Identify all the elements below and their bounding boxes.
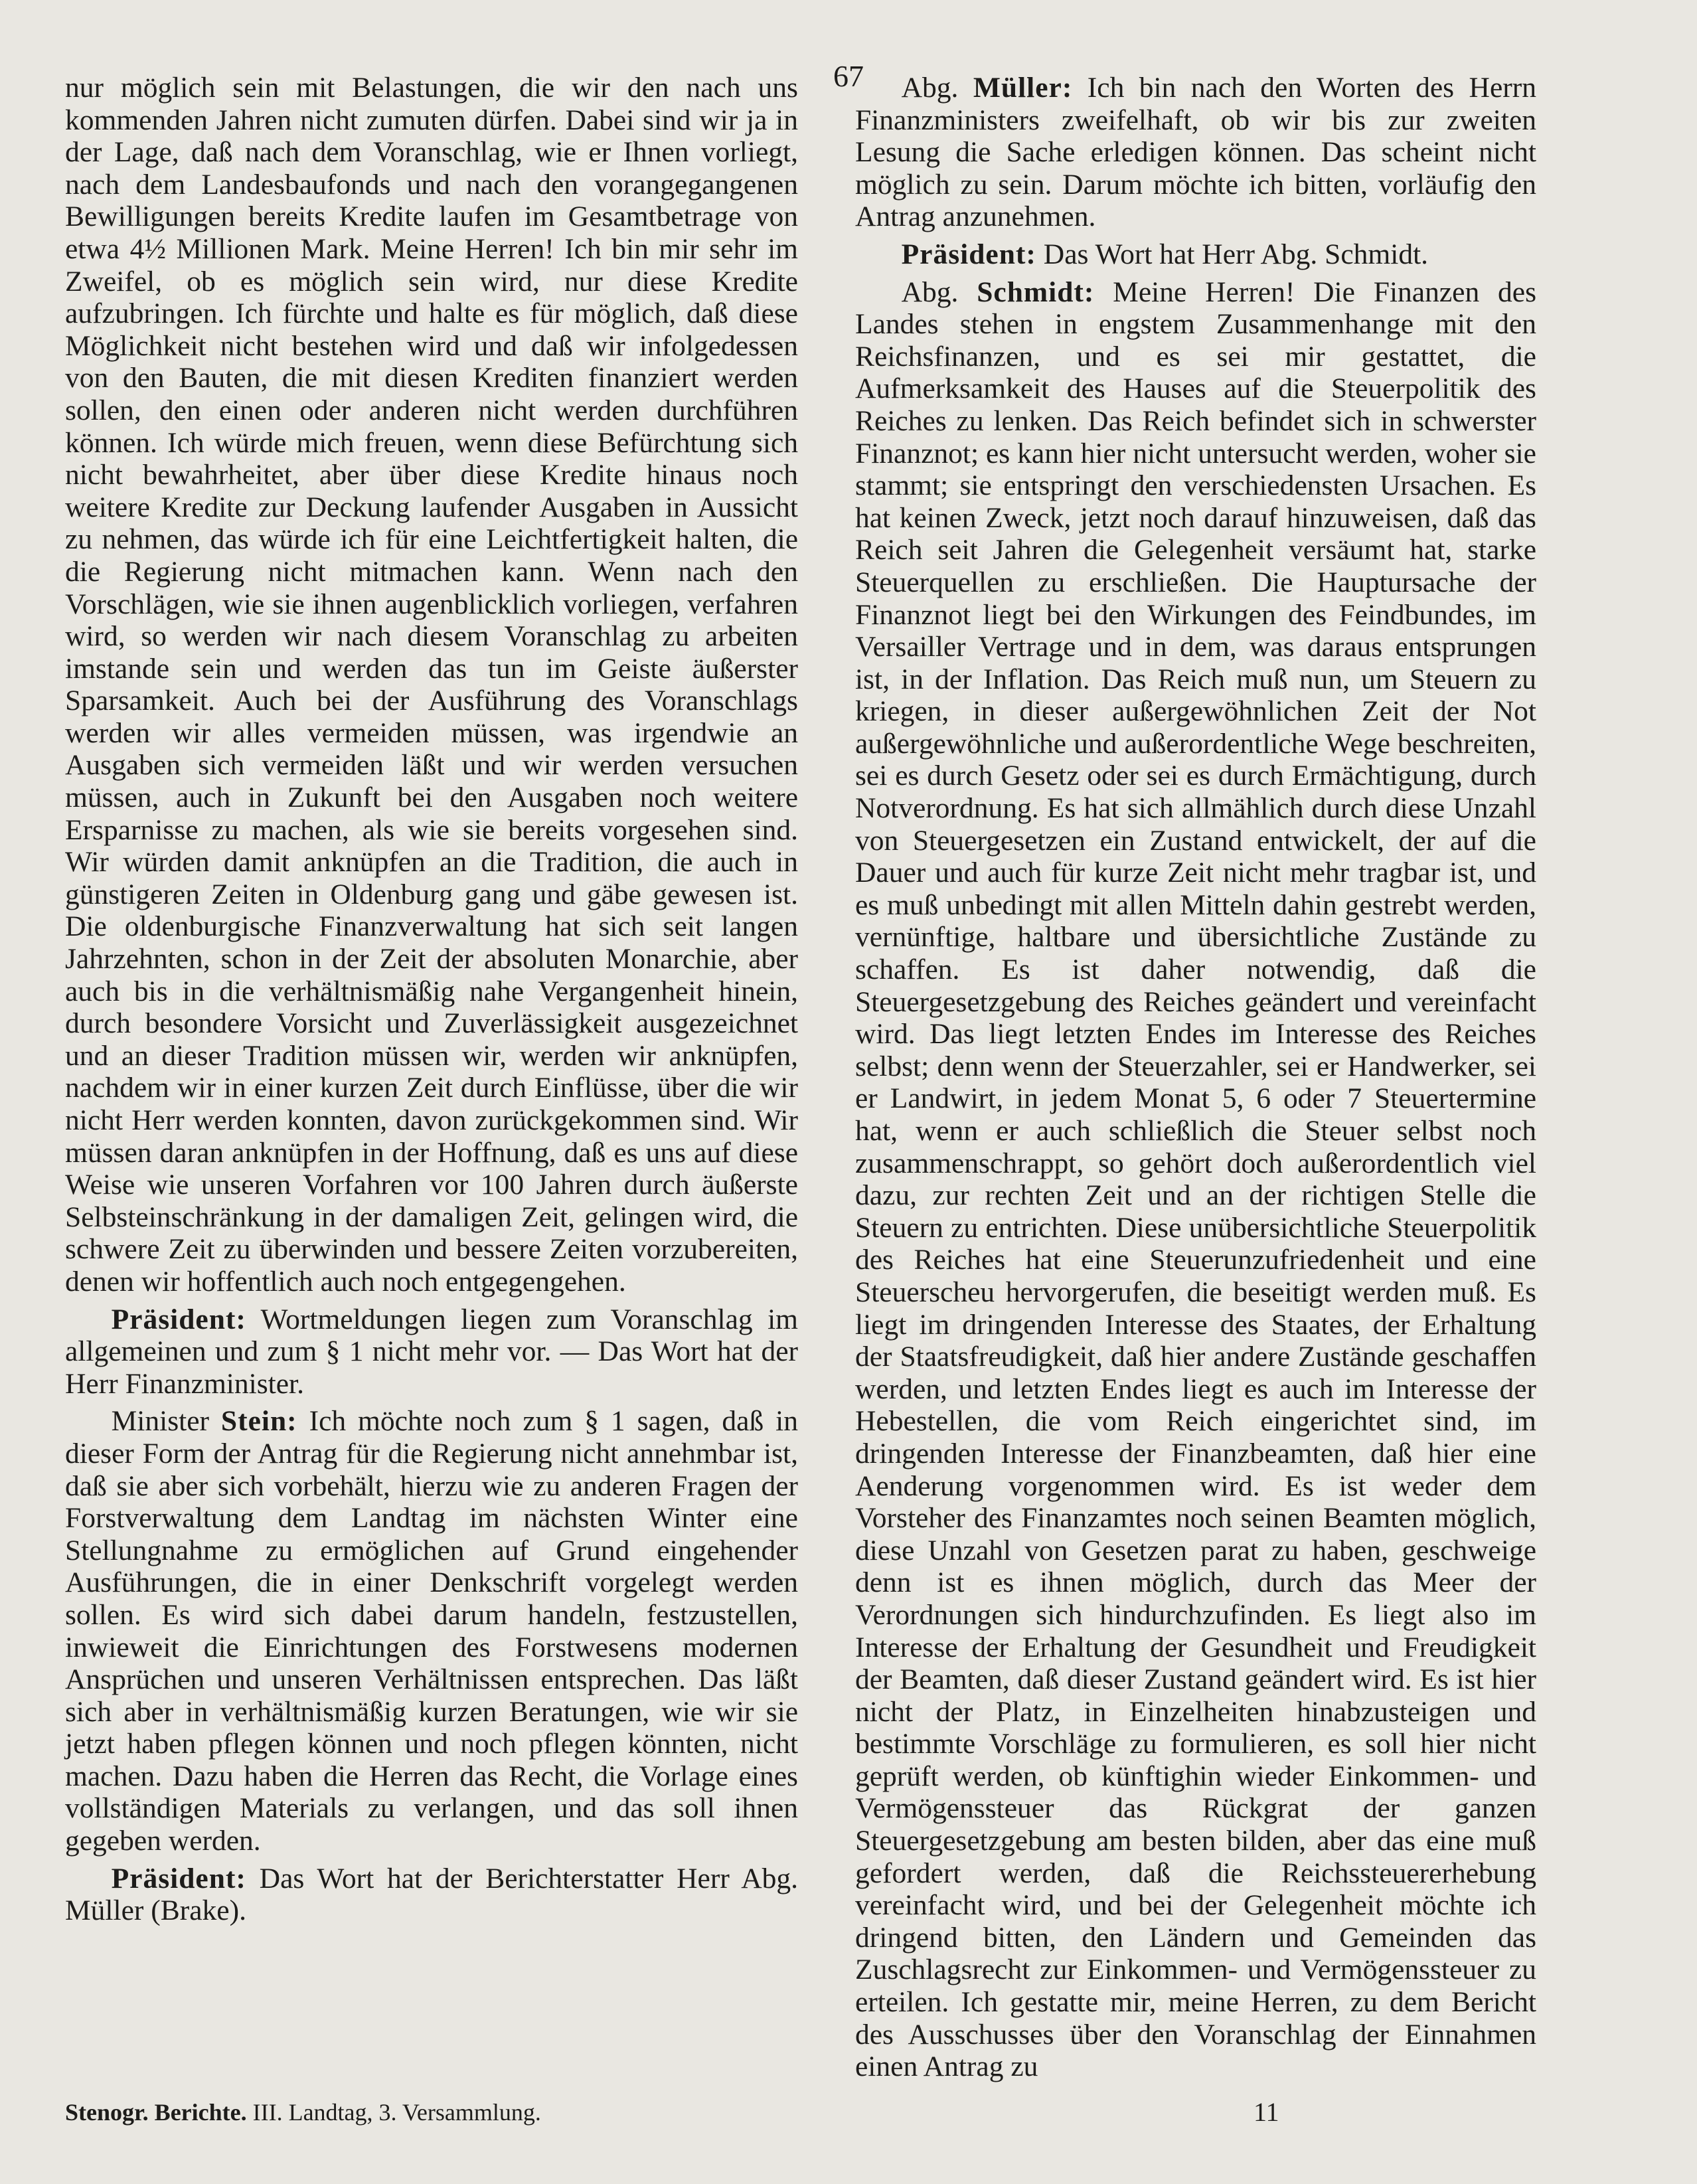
paragraph-text: Ich bin nach den Worten des Herrn Finanzministers zweifelhaft, ob wir bis zur zweiten Lesung die Sache erledigen können. Das scheint nicht möglich zu sein. Darum möchte ich bitten, vorläufig den Antrag anzunehmen. <box>855 72 1536 233</box>
sheet-number: 11 <box>1253 2096 1279 2127</box>
speaker-prefix: Abg. <box>901 276 977 308</box>
page-number: 67 <box>833 59 864 93</box>
paragraph <box>65 72 798 1298</box>
speaker-name: Präsident: <box>111 1862 246 1894</box>
left-column <box>65 72 798 1932</box>
paragraph-text: Meine Herren! Die Finanzen des Landes stehen in engstem Zusammenhange mit den Reichsfinanzen, und es sei mir gestattet, die Aufmerksamkeit des Hauses auf die Steuerpolitik des Reiches zu lenken. Das Reich befindet sich in schwerster Finanznot; es kann hier nicht untersucht werden, woher sie stammt; sie entspringt den verschiedensten Ursachen. Es hat keinen Zweck, jetzt noch darauf hinzuweisen, daß das Reich seit Jahren die Gelegenheit versäumt hat, starke Steuerquellen zu erschließen. Die Hauptursache der Finanznot liegt bei den Wirkungen des Feindbundes, im Versailler Vertrage und in dem, was daraus entsprungen ist, in der Inflation. Das Reich muß nun, um Steuern zu kriegen, in dieser außergewöhnlichen Zeit der Not außergewöhnliche und außerordentliche Wege beschreiten, sei es durch Gesetz oder sei es durch Ermächtigung, durch Notverordnung. Es hat sich allmählich durch diese Unzahl von Steuergesetzen ein Zustand entwickelt, der auf die Dauer und auch für kurze Zeit nicht mehr tragbar ist, und es muß unbedingt mit allen Mitteln dahin gestrebt werden, vernünftige, haltbare und übersichtliche Zustände zu schaffen. Es ist daher notwendig, daß die Steuergesetzgebung des Reiches geändert und vereinfacht wird. Das liegt letzten Endes im Interesse des Reiches selbst; denn wenn der Steuerzahler, sei er Handwerker, sei er Landwirt, in jedem Monat 5, 6 oder 7 Steuertermine hat, wenn er auch schließlich die Steuer selbst noch zusammenschrappt, so gehört doch außerordentlich viel dazu, zur rechten Zeit und an der richtigen Stelle die Steuern zu entrichten. Diese unübersichtliche Steuerpolitik des Reiches hat eine Steuerunzufriedenheit und eine Steuerscheu hervorgerufen, die beseitigt werden muß. Es liegt im dringenden Interesse des Staates, der Erhaltung der Staatsfreudigkeit, daß hier andere Zustände geschaffen werden, und letzten Endes liegt es auch im Interesse der Hebestellen, die vom Reich eingerichtet sind, im dringenden Interesse der Finanzbeamten, daß hier eine Aenderung vorgenommen wird. Es ist weder dem Vorsteher des Finanzamtes noch seinen Beamten möglich, diese Unzahl von Gesetzen parat zu haben, geschweige denn ist es ihnen möglich, durch das Meer der Verordnungen sich hindurchzufinden. Es liegt also im Interesse der Erhaltung der Gesundheit und Freudigkeit der Beamten, daß dieser Zustand geändert wird. Es ist hier nicht der Platz, in Einzelheiten hinabzusteigen und bestimmte Vorschläge zu formulieren, es soll hier nicht geprüft werden, ob künftighin wieder Einkommen- und Vermögenssteuer das Rückgrat der ganzen Steuergesetzgebung am besten bilden, aber das eine muß gefordert werden, daß die Reichssteuererhebung vereinfacht wird, und bei der Gelegenheit möchte ich dringend bitten, den Ländern und Gemeinden das Zuschlagsrecht zur Einkommen- und Vermögenssteuer zu erteilen. Ich gestatte mir, meine Herren, zu dem Bericht des Ausschusses über den Voranschlag der Einnahmen einen Antrag zu <box>855 276 1536 2083</box>
speaker-name: Präsident: <box>901 238 1036 270</box>
paragraph-minister-stein <box>65 1405 798 1857</box>
paragraph-praesident <box>65 1863 798 1927</box>
footer-source-label: Stenogr. Berichte. <box>65 2098 247 2126</box>
paragraph-praesident <box>855 238 1536 271</box>
speaker-name: Schmidt: <box>977 276 1095 308</box>
paragraph-text: Wortmeldungen liegen zum Voranschlag im allgemeinen und zum § 1 nicht mehr vor. — Das Wort hat der Herr Finanzminister. <box>65 1303 798 1400</box>
speaker-name: Präsident: <box>111 1303 246 1335</box>
paragraph-text: Das Wort hat Herr Abg. Schmidt. <box>1036 238 1429 270</box>
speaker-prefix: Minister <box>111 1405 221 1438</box>
paragraph-text: nur möglich sein mit Belastungen, die wir den nach uns kommenden Jahren nicht zumuten dürfen. Dabei sind wir ja in der Lage, daß nach dem Voranschlag, wie er Ihnen vorliegt, nach dem Landesbaufonds und nach den vorangegangenen Bewilligungen bereits Kredite laufen im Gesamtbetrage von etwa 4½ Millionen Mark. Meine Herren! Ich bin mir sehr im Zweifel, ob es möglich sein wird, nur diese Kredite aufzubringen. Ich fürchte und halte es für möglich, daß diese Möglichkeit nicht bestehen wird und daß wir infolgedessen von den Bauten, die mit diesen Krediten finanziert werden sollen, den einen oder anderen nicht werden durchführen können. Ich würde mich freuen, wenn diese Befürchtung sich nicht bewahrheitet, aber über diese Kredite hinaus noch weitere Kredite zur Deckung laufender Ausgaben in Aussicht zu nehmen, das würde ich für eine Leichtfertigkeit halten, die die Regierung nicht mitmachen kann. Wenn nach den Vorschlägen, wie sie ihnen augenblicklich vorliegen, verfahren wird, so werden wir nach diesem Voranschlag zu arbeiten imstande sein und werden das tun im Geiste äußerster Sparsamkeit. Auch bei der Ausführung des Voranschlags werden wir alles vermeiden müssen, was irgendwie an Ausgaben sich vermeiden läßt und wir werden versuchen müssen, auch in Zukunft bei den Ausgaben noch weitere Ersparnisse zu machen, als wie sie bereits vorgesehen sind. Wir würden damit anknüpfen an die Tradition, die auch in günstigeren Zeiten in Oldenburg gang und gäbe gewesen ist. Die oldenburgische Finanzverwaltung hat sich seit langen Jahrzehnten, schon in der Zeit der absoluten Monarchie, aber auch bis in die verhältnismäßig nahe Vergangenheit hinein, durch besondere Vorsicht und Zuverlässigkeit ausgezeichnet und an dieser Tradition müssen wir, werden wir anknüpfen, nachdem wir in einer kurzen Zeit durch Einflüsse, über die wir nicht Herr werden konnten, davon zurückgekommen sind. Wir müssen daran anknüpfen in der Hoffnung, daß es uns auf diese Weise wie unseren Vorfahren vor 100 Jahren durch äußerste Selbsteinschränkung in der damaligen Zeit, gelingen wird, die schwere Zeit zu überwinden und bessere Zeiten vorzubereiten, denen wir hoffentlich auch noch entgegengehen. <box>65 72 798 1298</box>
paragraph-text: Das Wort hat der Berichterstatter Herr Abg. Müller (Brake). <box>65 1862 798 1927</box>
paragraph-abg-mueller <box>855 72 1536 233</box>
footer-source-detail: III. Landtag, 3. Versammlung. <box>246 2098 541 2126</box>
speaker-prefix: Abg. <box>901 72 973 104</box>
right-column <box>855 72 1536 2088</box>
paragraph-praesident <box>65 1303 798 1400</box>
footer-source <box>65 2088 798 2153</box>
paragraph-abg-schmidt <box>855 276 1536 2083</box>
speaker-name: Stein: <box>220 1405 297 1438</box>
page-body <box>65 72 1536 2153</box>
paragraph-text: Ich möchte noch zum § 1 sagen, daß in dieser Form der Antrag für die Regierung nicht annehmbar ist, daß sie aber sich vorbehält, hierzu wie zu anderen Fragen der Forstverwaltung dem Landtag im nächsten Winter eine Stellungnahme zu ermöglichen auf Grund eingehender Ausführungen, die in einer Denkschrift vorgelegt werden sollen. Es wird sich dabei darum handeln, festzustellen, inwieweit die Einrichtungen des Forstwesens modernen Ansprüchen und unseren Verhältnissen entsprechen. Das läßt sich aber in verhältnismäßig kurzen Beratungen, wie wir sie jetzt haben pflegen können und noch pflegen könnten, nicht machen. Dazu haben die Herren das Recht, die Vorlage eines vollständigen Materials zu verlangen, und das soll ihnen gegeben werden. <box>65 1405 798 1857</box>
speaker-name: Müller: <box>973 72 1073 104</box>
